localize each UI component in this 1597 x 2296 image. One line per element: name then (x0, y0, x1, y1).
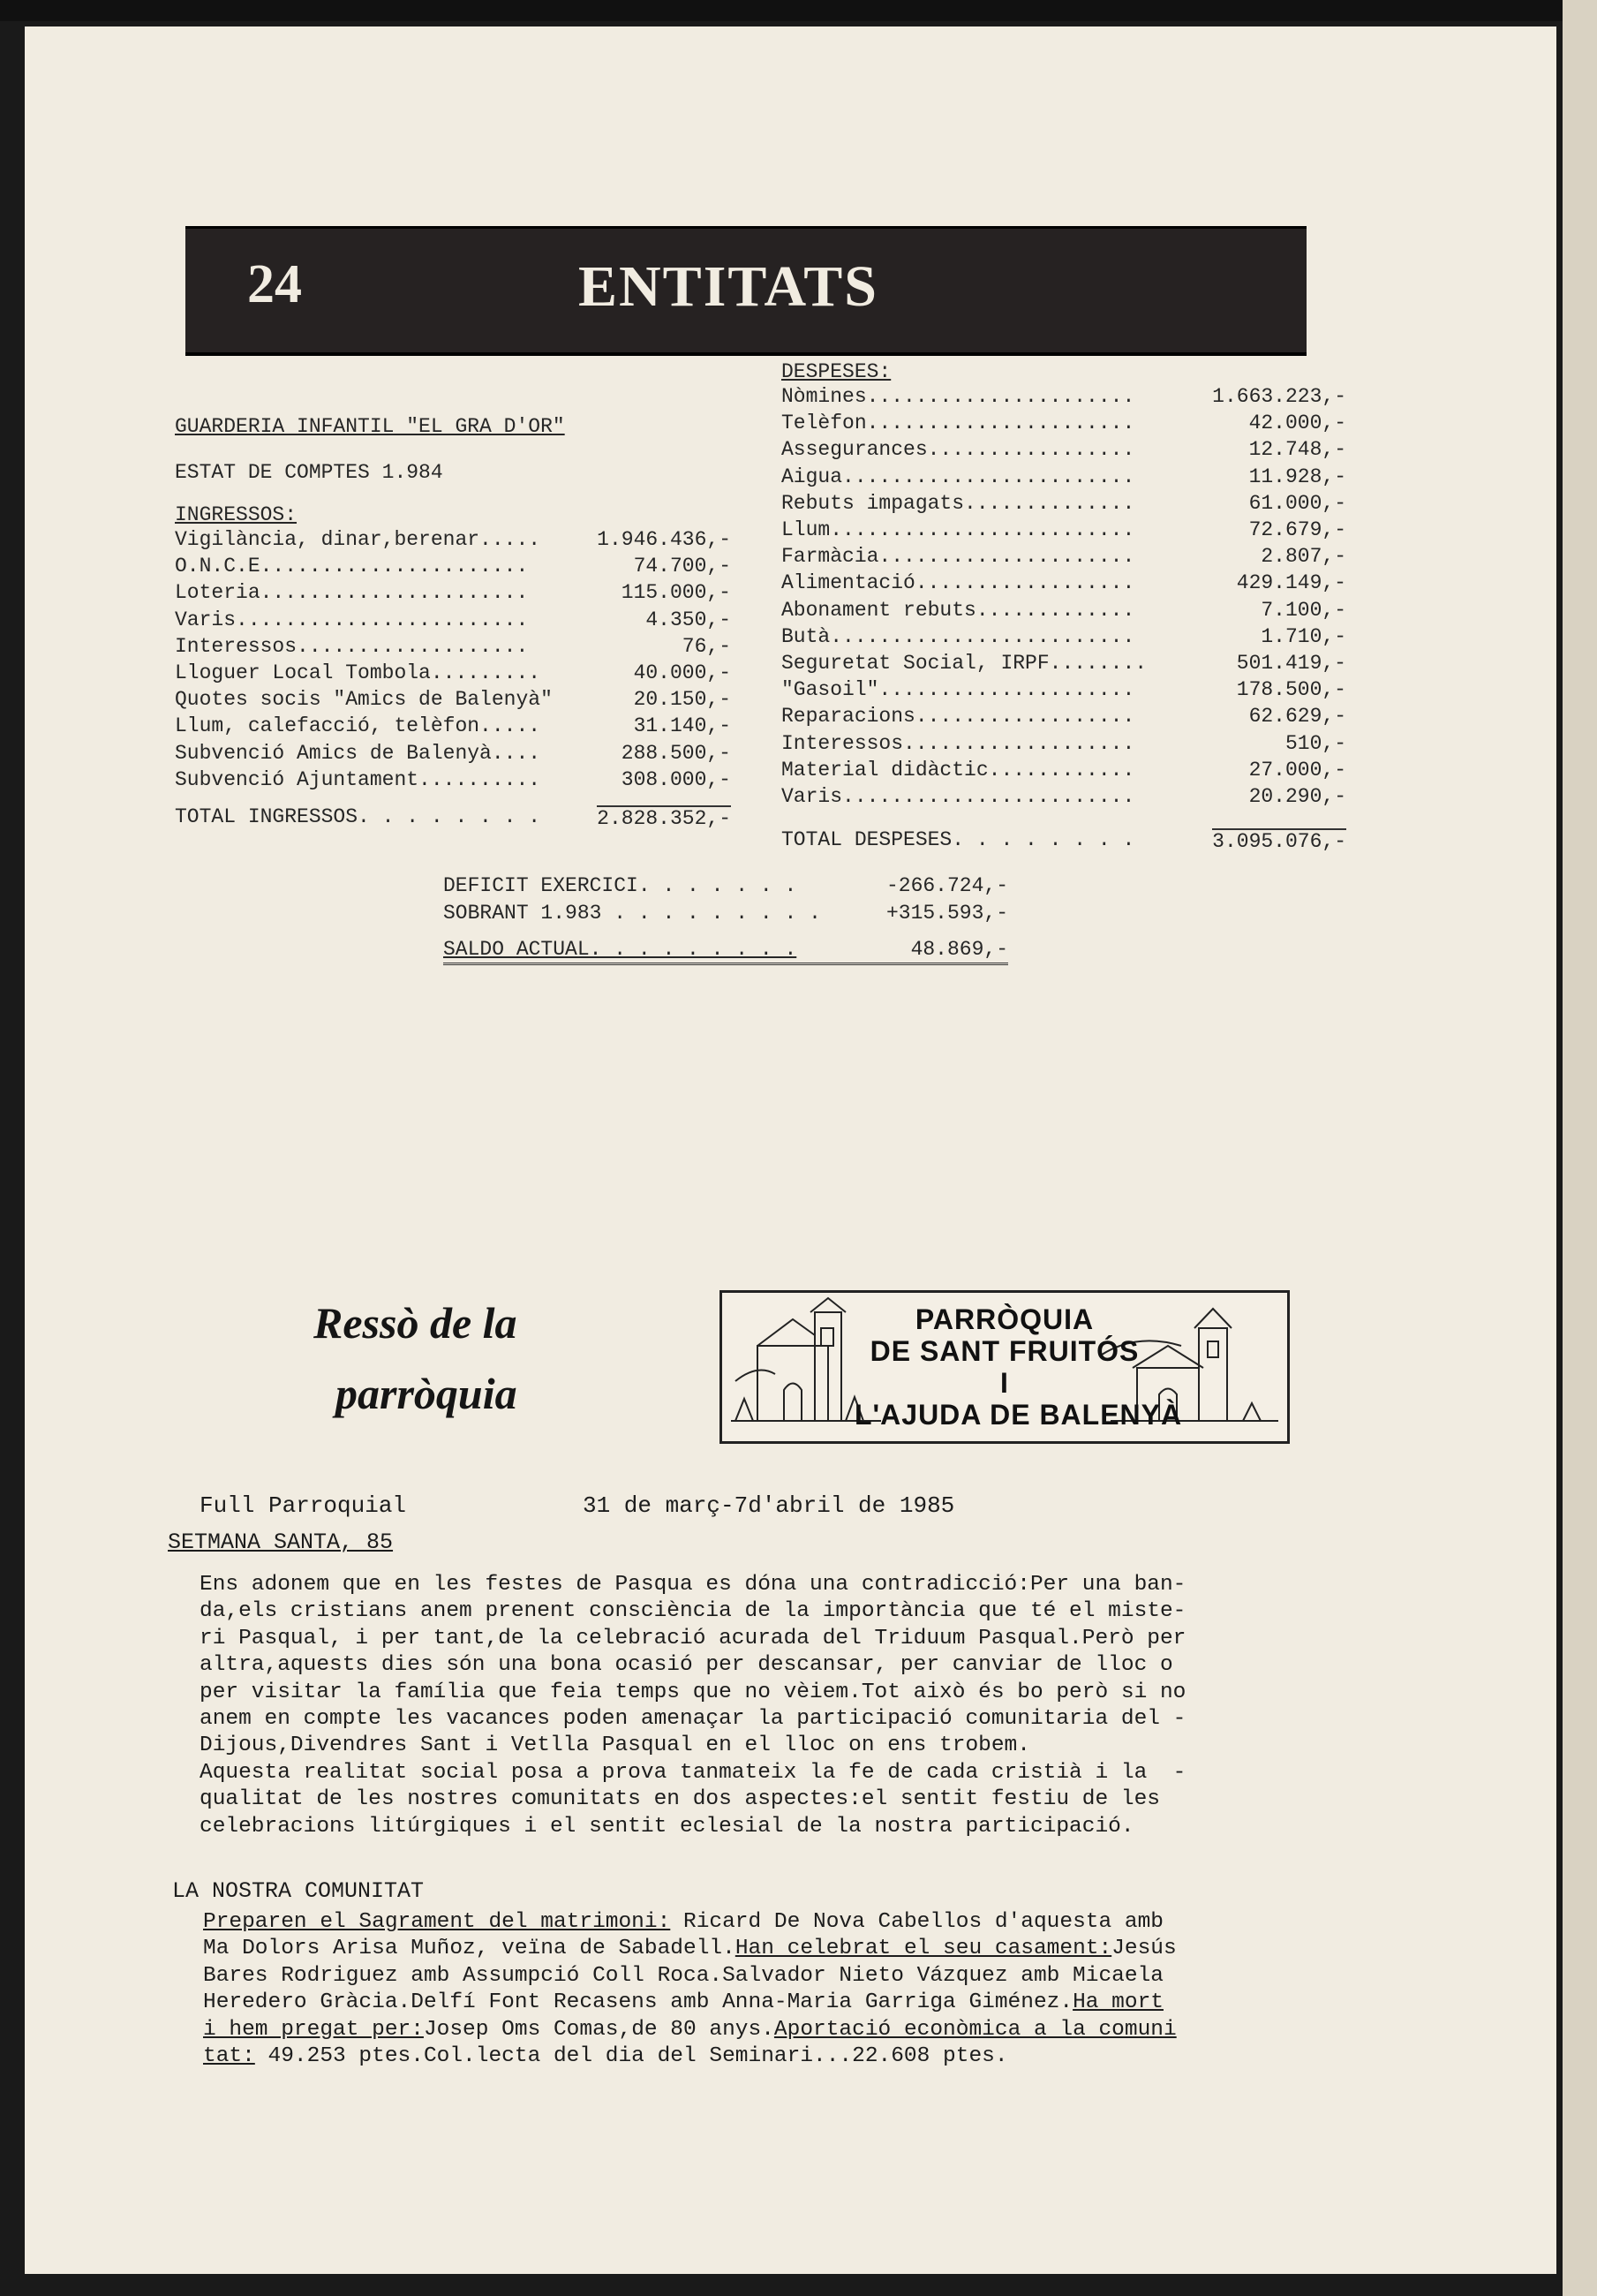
expense-row (781, 492, 1346, 518)
comunitat-line-2 (203, 1936, 1421, 1962)
income-value: 40.000,- (633, 661, 731, 684)
income-label: Interessos................... (175, 634, 529, 658)
income-row (175, 742, 731, 768)
logo-line-3: I (1000, 1367, 1009, 1399)
semana-santa-line: ri Pasqual, i per tant,de la celebració acurada del Triduum Pasqual.Però per (200, 1626, 1186, 1650)
expense-label: Aigua........................ (781, 464, 1135, 488)
expense-row (781, 785, 1346, 812)
income-value: 31.140,- (633, 714, 731, 738)
comunitat-text: Heredero Gràcia.Delfí Font Recasens amb Anna-Maria Garriga Giménez. (203, 1990, 1073, 2015)
income-total-value: 2.828.352,- (597, 807, 731, 830)
parish-logo (719, 1290, 1290, 1444)
income-total-row (175, 805, 731, 832)
bulletin-date: 31 de març-7d'abril de 1985 (583, 1492, 955, 1519)
semana-santa-line: Dijous,Divendres Sant i Vetlla Pasqual en el lloc on ens trobem. (200, 1733, 1030, 1758)
expense-value: 20.290,- (1248, 785, 1346, 808)
expense-row (781, 678, 1346, 705)
income-label: Varis........................ (175, 608, 529, 631)
expense-label: Llum......................... (781, 518, 1135, 541)
page-top-edge (0, 0, 1597, 21)
semana-santa-line: per visitar la família que feia temps que no vèiem.Tot això és bo però si no (200, 1680, 1186, 1704)
bulletin-name: Full Parroquial (200, 1492, 407, 1519)
summary-block (443, 874, 1008, 971)
expense-label: Telèfon...................... (781, 412, 1135, 435)
income-value: 308.000,- (621, 767, 731, 791)
logo-line-4: L'AJUDA DE BALENYÀ (855, 1399, 1183, 1431)
parish-section-title (313, 1288, 649, 1429)
income-value: 288.500,- (621, 741, 731, 765)
guarderia-title: GUARDERIA INFANTIL "EL GRA D'OR" (175, 415, 565, 438)
deficit-label: DEFICIT EXERCICI. . . . . . . (443, 874, 797, 897)
comunitat-line-5 (203, 2017, 1421, 2043)
semana-santa-line: anem en compte les vacances poden amenaçar la participació comunitaria del - (200, 1707, 1186, 1732)
expense-row (781, 599, 1346, 625)
expense-label: Nòmines...................... (781, 385, 1135, 408)
income-value: 74.700,- (633, 555, 731, 578)
expense-label: Material didàctic............ (781, 758, 1135, 782)
comunitat-text: 49.253 ptes.Col.lecta del dia del Seminari...22.608 ptes. (254, 2044, 1008, 2069)
expense-value: 72.679,- (1248, 518, 1346, 541)
semana-santa-line: altra,aquests dies són una bona ocasió per descansar, per canviar de lloc o (200, 1653, 1173, 1678)
parish-title-line1: Ressò de la (313, 1298, 517, 1348)
expense-value: 2.807,- (1261, 545, 1346, 569)
expense-row (781, 385, 1346, 412)
income-label: Subvenció Ajuntament.......... (175, 767, 541, 791)
comunitat-text: Ricard De Nova Cabellos d'aquesta amb (670, 1910, 1164, 1934)
income-total-label: TOTAL INGRESSOS. . . . . . . . (175, 805, 541, 828)
surplus-label: SOBRANT 1.983 . . . . . . . . . (443, 902, 821, 925)
expense-label: Reparacions.................. (781, 705, 1135, 729)
income-column (175, 415, 731, 839)
income-label: Vigilància, dinar,berenar..... (175, 528, 541, 551)
expense-row (781, 545, 1346, 571)
page-right-edge (1563, 0, 1597, 2296)
comunitat-heading: LA NOSTRA COMUNITAT (172, 1878, 425, 1904)
expense-row (781, 518, 1346, 545)
expense-row (781, 465, 1346, 492)
income-label: Llum, calefacció, telèfon..... (175, 714, 541, 738)
logo-line-2: DE SANT FRUITÓS (870, 1335, 1140, 1367)
income-label: Quotes socis "Amics de Balenyà" (175, 688, 553, 712)
semana-santa-line: celebracions litúrgiques i el sentit eclesial de la nostra participació. (200, 1814, 1134, 1839)
balance-row (443, 938, 1008, 965)
semana-santa-line: Aquesta realitat social posa a prova tanmateix la fe de cada cristià i la - (200, 1760, 1186, 1785)
income-row (175, 608, 731, 635)
expense-total-value: 3.095.076,- (1212, 830, 1346, 853)
expense-value: 7.100,- (1261, 598, 1346, 622)
income-row (175, 555, 731, 581)
expense-value: 62.629,- (1248, 705, 1346, 729)
expense-value: 42.000,- (1248, 412, 1346, 435)
income-label: Loteria...................... (175, 581, 529, 605)
expense-row (781, 652, 1346, 678)
expense-value: 1.710,- (1261, 624, 1346, 648)
matrimoni-label: Preparen el Sagrament del matrimoni: (203, 1910, 671, 1934)
expense-row (781, 438, 1346, 464)
semana-santa-heading: SETMANA SANTA, 85 (168, 1529, 394, 1555)
expense-total-label: TOTAL DESPESES. . . . . . . . (781, 828, 1135, 851)
expense-label: "Gasoil"..................... (781, 678, 1135, 702)
semana-santa-line: Ens adonem que en les festes de Pasqua es dóna una contradicció:Per una ban- (200, 1573, 1186, 1597)
income-label: O.N.C.E...................... (175, 555, 529, 578)
income-label: Subvenció Amics de Balenyà.... (175, 741, 541, 765)
expense-row (781, 705, 1346, 731)
income-label: Lloguer Local Tombola......... (175, 661, 541, 684)
expense-label: Butà......................... (781, 624, 1135, 648)
expense-column (781, 360, 1346, 855)
pregat-label: i hem pregat per: (203, 2017, 424, 2042)
deficit-row (443, 874, 1008, 901)
page-number: 24 (247, 254, 302, 314)
expense-value: 178.500,- (1236, 678, 1346, 702)
expense-value: 510,- (1284, 731, 1346, 755)
expense-row (781, 625, 1346, 652)
expense-value: 501.419,- (1236, 652, 1346, 675)
income-row (175, 688, 731, 714)
semana-santa-body (200, 1572, 1418, 1840)
comunitat-text: Jesús (1111, 1937, 1177, 1961)
expense-label: Varis........................ (781, 785, 1135, 808)
surplus-row (443, 902, 1008, 928)
semana-santa-line: qualitat de les nostres comunitats en dos aspectes:el sentit festiu de les (200, 1787, 1160, 1812)
income-row (175, 661, 731, 688)
expense-value: 11.928,- (1248, 464, 1346, 488)
income-value: 20.150,- (633, 688, 731, 712)
comunitat-line-1 (203, 1909, 1421, 1936)
expense-total-row (781, 828, 1346, 855)
logo-line-1: PARRÒQUIA (915, 1303, 1095, 1335)
balance-value: 48.869,- (910, 938, 1008, 961)
surplus-value: +315.593,- (885, 902, 1008, 925)
comunitat-line-4 (203, 1990, 1421, 2016)
expense-label: Seguretat Social, IRPF........ (781, 652, 1148, 675)
expense-label: Interessos................... (781, 731, 1135, 755)
parish-title-line2: parròquia (335, 1369, 517, 1418)
income-row (175, 768, 731, 795)
semana-santa-line: da,els cristians anem prenent consciència de la importància que té el miste- (200, 1599, 1186, 1624)
comunitat-text: Josep Oms Comas,de 80 anys. (423, 2017, 774, 2042)
income-value: 1.946.436,- (597, 528, 731, 551)
income-value: 4.350,- (645, 608, 731, 631)
comunitat-text: Ma Dolors Arisa Muñoz, veïna de Sabadell. (203, 1937, 735, 1961)
income-row (175, 581, 731, 608)
expense-row (781, 412, 1346, 438)
parish-logo-text (855, 1303, 1183, 1431)
expense-row (781, 732, 1346, 759)
expense-row (781, 759, 1346, 785)
section-title: ENTITATS (578, 254, 879, 319)
expense-label: Assegurances................. (781, 438, 1135, 462)
income-value: 76,- (682, 634, 731, 658)
expense-heading: DESPESES: (781, 360, 892, 383)
aportacio-label: Aportació econòmica a la comuni (773, 2017, 1177, 2042)
income-heading: INGRESSOS: (175, 503, 298, 526)
comunitat-line-3: Bares Rodriguez amb Assumpció Coll Roca.Salvador Nieto Vázquez amb Micaela (203, 1963, 1164, 1988)
income-row (175, 714, 731, 741)
income-row (175, 528, 731, 555)
expense-row (781, 571, 1346, 598)
accounts-subtitle: ESTAT DE COMPTES 1.984 (175, 461, 443, 484)
expense-value: 1.663.223,- (1212, 385, 1346, 408)
aportacio-label-end: tat: (203, 2044, 255, 2069)
casament-label: Han celebrat el seu casament: (734, 1937, 1112, 1961)
comunitat-body (203, 1909, 1421, 2070)
expense-label: Rebuts impagats.............. (781, 491, 1135, 515)
expense-value: 429.149,- (1236, 571, 1346, 595)
expense-label: Alimentació.................. (781, 571, 1135, 595)
income-value: 115.000,- (621, 581, 731, 605)
expense-label: Farmàcia..................... (781, 545, 1135, 569)
expense-value: 61.000,- (1248, 491, 1346, 515)
expense-value: 12.748,- (1248, 438, 1346, 462)
income-row (175, 635, 731, 661)
expense-value: 27.000,- (1248, 758, 1346, 782)
mort-label: Ha mort (1073, 1990, 1164, 2015)
expense-label: Abonament rebuts............. (781, 598, 1135, 622)
deficit-value: -266.724,- (885, 874, 1008, 897)
comunitat-line-6 (203, 2043, 1421, 2070)
balance-label: SALDO ACTUAL. . . . . . . . . (443, 938, 797, 961)
section-header-band (185, 226, 1307, 356)
